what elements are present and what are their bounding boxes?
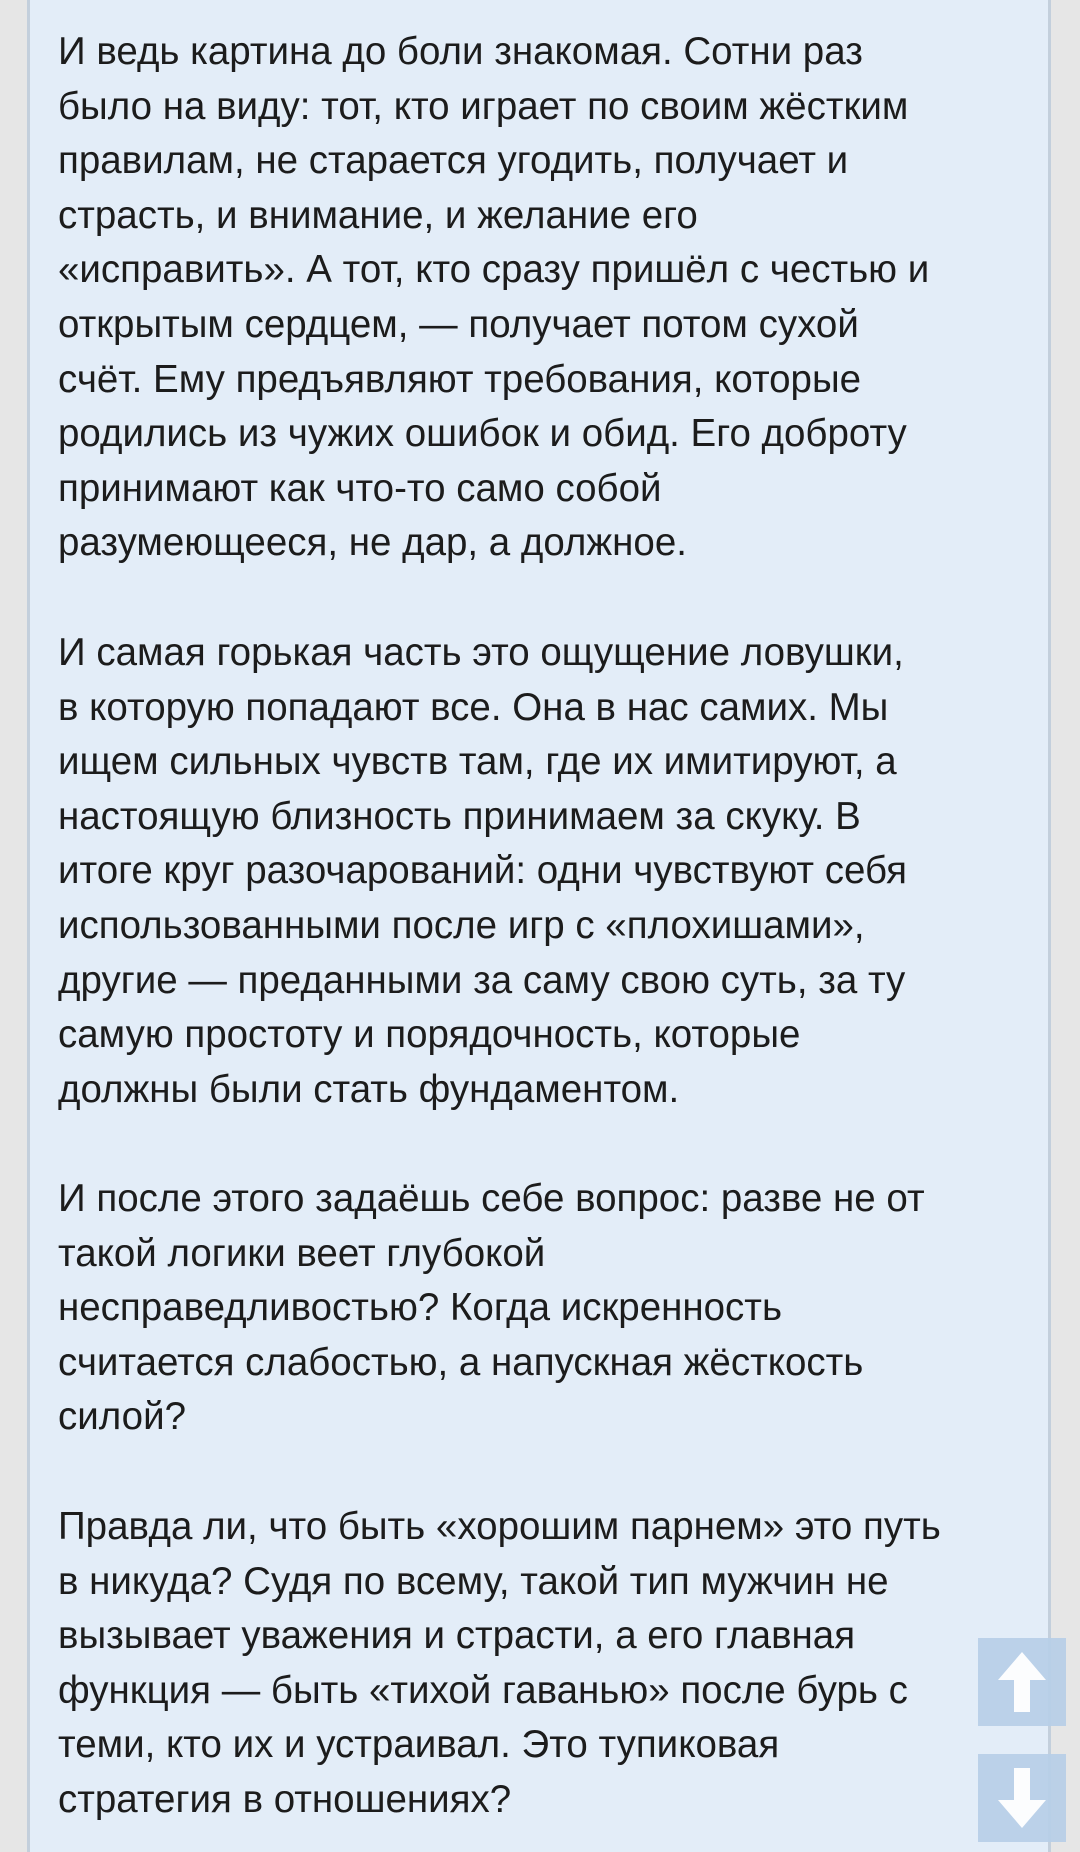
scroll-down-button[interactable] bbox=[978, 1754, 1066, 1842]
text-line: теми, кто их и устраивал. Это тупиковая bbox=[58, 1723, 780, 1767]
arrow-up-icon bbox=[978, 1638, 1066, 1726]
text-line: Правда ли, что быть «хорошим парнем» это путь bbox=[58, 1505, 941, 1548]
text-line: должны были стать фундаментом. bbox=[58, 1067, 680, 1111]
text-line: правилам, не старается угодить, получает и bbox=[58, 139, 849, 183]
text-line: настоящую близность принимаем за скуку. В bbox=[58, 794, 861, 838]
text-line: принимают как что-то само собой bbox=[58, 466, 662, 510]
paragraph-4 bbox=[58, 1500, 941, 1828]
scroll-up-button[interactable] bbox=[978, 1638, 1066, 1726]
text-line: несправедливостью? Когда искренность bbox=[58, 1286, 782, 1330]
text-line: страсть, и внимание, и желание его bbox=[58, 193, 698, 237]
text-line: И ведь картина до боли знакомая. Сотни раз bbox=[58, 30, 863, 73]
paragraph-3 bbox=[58, 1172, 925, 1445]
text-line: И самая горькая часть это ощущение ловушки, bbox=[58, 631, 904, 674]
text-line: ищем сильных чувств там, где их имитируют, а bbox=[58, 740, 897, 784]
text-line: И после этого задаёшь себе вопрос: разве не от bbox=[58, 1177, 925, 1220]
text-line: счёт. Ему предъявляют требования, которые bbox=[58, 357, 862, 401]
text-line: считается слабостью, а напускная жёсткость bbox=[58, 1340, 864, 1384]
paragraph-1 bbox=[58, 25, 929, 571]
text-line: открытым сердцем, — получает потом сухой bbox=[58, 302, 859, 346]
text-line: самую простоту и порядочность, которые bbox=[58, 1013, 801, 1057]
text-line: в которую попадают все. Она в нас самих. Мы bbox=[58, 685, 889, 729]
text-line: в никуда? Судя по всему, такой тип мужчин не bbox=[58, 1559, 889, 1603]
text-line: использованными после игр с «плохишами», bbox=[58, 903, 865, 947]
arrow-down-icon bbox=[978, 1754, 1066, 1842]
text-line: такой логики веет глубокой bbox=[58, 1231, 546, 1275]
text-line: родились из чужих ошибок и обид. Его доброту bbox=[58, 412, 907, 456]
paragraph-2 bbox=[58, 626, 907, 1117]
text-line: другие — преданными за саму свою суть, за ту bbox=[58, 958, 906, 1002]
text-line: итоге круг разочарований: одни чувствуют себя bbox=[58, 849, 908, 893]
text-line: стратегия в отношениях? bbox=[58, 1777, 512, 1821]
text-line: было на виду: тот, кто играет по своим жёстким bbox=[58, 84, 909, 128]
text-line: функция — быть «тихой гаванью» после бурь с bbox=[58, 1668, 908, 1712]
text-line: «исправить». А тот, кто сразу пришёл с честью и bbox=[58, 248, 930, 292]
text-line: силой? bbox=[58, 1395, 186, 1439]
text-line: разумеющееся, не дар, а должное. bbox=[58, 521, 687, 565]
text-line: вызывает уважения и страсти, а его главная bbox=[58, 1614, 856, 1658]
